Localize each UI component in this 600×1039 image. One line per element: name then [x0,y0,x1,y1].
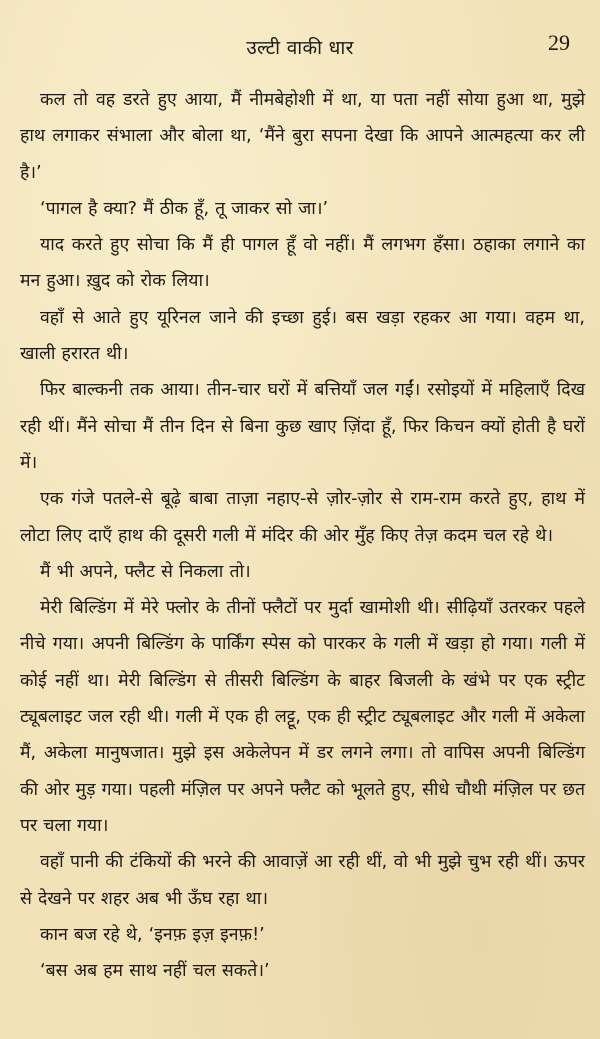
paragraph: मैं भी अपने, फ्लैट से निकला तो। [40,561,251,582]
page-header [0,30,600,70]
page-number: 29 [548,30,570,55]
paragraph: वहाँ पानी की टंकियों की भरने की आवाज़ें आ रही थीं, वो भी मुझे चुभ रही थीं। ऊपर से देखने पर शहर अब भी ऊँघ रहा था। [20,852,585,909]
paragraph: मेरी बिल्डिंग में मेरे फ्लोर के तीनों फ्लैटों पर मुर्दा खामोशी थी। सीढ़ियाँ उतरकर पहले नीचे गया। अपनी बिल्डिंग के पार्किंग स्पेस को पारकर के गली में खड़ा हो गया। गली में कोई नहीं था। मेरी बिल्डिंग से तीसरी बिल्डिंग के बाहर बिजली के खंभे पर एक स्ट्रीट ट्यूबलाइट जल रही थी। गली में एक ही लट्टू, एक ही स्ट्रीट ट्यूबलाइट और गली में अकेला मैं, अकेला मानुषजात। मुझे इस अकेलेपन में डर लगने लगा। तो वापिस अपनी बिल्डिंग की ओर मुड़ गया। पहली मंज़िल पर अपने फ्लैट को भूलते हुए, सीधे चौथी मंज़िल पर छत पर चला गया। [20,598,585,836]
paragraph: फिर बाल्कनी तक आया। तीन-चार घरों में बत्तियाँ जल गईं। रसोइयों में महिलाएँ दिख रही थीं। मैंने सोचा मैं तीन दिन से बिना कुछ खाए ज़िंदा हूँ, फिर किचन क्यों होती है घरों में। [20,380,585,473]
body-text [20,82,585,989]
paragraph: वहाँ से आते हुए यूरिनल जाने की इच्छा हुई। बस खड़ा रहकर आ गया। वहम था, खाली हरारत थी। [20,307,585,365]
paragraph: कान बज रहे थे, ‘इनफ़ इज़ इनफ़!’ [40,924,265,945]
paragraph: एक गंजे पतले-से बूढ़े बाबा ताज़ा नहाए-से ज़ोर-ज़ोर से राम-राम करते हुए, हाथ में लोटा लिए दाएँ हाथ की दूसरी गली में मंदिर की ओर मुँह किए तेज़ कदम चल रहे थे। [20,489,585,546]
paragraph: ‘पागल है क्या? मैं ठीक हूँ, तू जाकर सो जा।’ [40,198,329,219]
paragraph: कल तो वह डरते हुए आया, मैं नीमबेहोशी में था, या पता नहीं सोया हुआ था, मुझे हाथ लगाकर संभाला और बोला था, ‘मैंने बुरा सपना देखा कि आपने आत्महत्या कर ली है।’ [20,90,585,183]
paragraph: ‘बस अब हम साथ नहीं चल सकते।’ [40,961,270,982]
paragraph: याद करते हुए सोचा कि मैं ही पागल हूँ वो नहीं। मैं लगभग हँसा। ठहाका लगाने का मन हुआ। ख़ुद को रोक लिया। [20,235,585,292]
running-title: उल्टी वाकी धार [246,37,354,59]
